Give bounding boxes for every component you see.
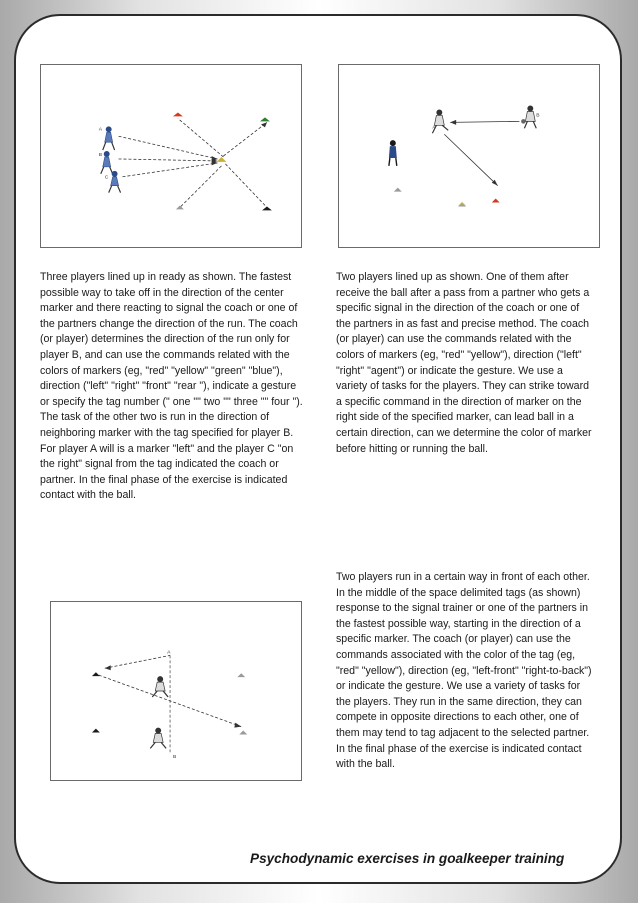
player-b-figure: [150, 728, 166, 749]
player-a-figure: [152, 676, 168, 697]
grey-marker: [176, 205, 184, 209]
diagram-three-players: [40, 64, 302, 248]
grey-marker: [394, 188, 402, 192]
arrow-to-green: [223, 122, 267, 156]
ball-icon: [521, 119, 526, 124]
grey-marker-bottom-right: [239, 731, 247, 735]
run-arrow: [444, 134, 497, 185]
player-b-figure: [524, 106, 536, 129]
diagram-three-players-svg: [41, 65, 301, 247]
black-marker-top-left: [92, 672, 100, 676]
arrow-c: [123, 163, 218, 177]
black-marker-bottom-left: [92, 729, 100, 733]
diagram-two-players-pass: [338, 64, 600, 248]
label-a: A: [98, 127, 103, 133]
label-b: B: [98, 153, 103, 158]
description-drill-2: Two players lined up as shown. One of them after receive the ball after a pass from a partner who gets a specific signal in the direction of the coach or one of the partners in as fast and precise method. The coach (or player) can use the commands related with the colors of markers (eg, "red" "yellow"), direction ("left" "right" "agent") or indicate the gesture. We use a variety of tasks for the players. They can strike toward a specific command in the direction of marker on the right side of the specified marker, can lead ball in a certain direction, can we determine the color of marker before hitting or running the ball.: [336, 271, 592, 455]
red-marker: [173, 112, 183, 116]
pass-arrow: [450, 121, 519, 122]
diagram-crossing-players-svg: [51, 602, 301, 780]
arrow-to-grey: [180, 166, 222, 208]
black-marker: [262, 206, 272, 210]
player-c-figure: [109, 171, 121, 193]
player-b-figure: [98, 151, 113, 174]
diagram-two-players-pass-svg: [339, 65, 599, 247]
arrow-to-black: [225, 164, 267, 208]
player-a-figure: [103, 126, 115, 150]
label-c: C: [104, 175, 109, 181]
label-b: B: [536, 113, 540, 119]
green-marker: [260, 117, 270, 121]
description-drill-1: Three players lined up in ready as shown. The fastest possible way to take off in the direction of the center marker and there reacting to signal the coach or one of the partners change the direction of the run. The coach (or player) determines the direction of the run only for player B, and can use the commands related with the colors of markers (eg, "red" "yellow" "green" "blue"), direction ("left" "right" "front" "rear "), indicate a gesture or specify the tag number (" one "" two "" three "" four "). The task of the other two is run in the direction of neighboring marker with the tag specified for player B. For player A will is a marker "left" and the player C "on the right" signal from the tag indicated the coach or partner. In the final phase of the exercise is indicated contact with the ball.: [40, 271, 303, 502]
description-drill-3: Two players run in a certain way in front of each other. In the middle of the space delimited tags (as shown) response to the signal trainer or one of the partners in the fastest possible way, starting in the direction of a specific marker. The coach (or player) can use the commands associated with the color of the tag (eg, "red" "yellow"), direction (eg, "left-front" "right-to-back") or indicate the gesture. We use a variety of tasks for the players. They run in the same direction, they can compete in opposite directions to each other, one of them may tend to tag adjacent to the selected partner. In the final phase of the exercise is indicated contact with the ball.: [336, 571, 592, 771]
center-yellow-marker: [217, 157, 227, 162]
label-b: B: [173, 755, 177, 761]
footer-title: Psychodynamic exercises in goalkeeper training: [250, 851, 565, 866]
arrow-to-red: [178, 118, 224, 157]
grey-marker-top-right: [237, 673, 245, 677]
arrow-to-top: [105, 655, 170, 668]
diagram-crossing-players: [50, 601, 302, 781]
label-a: A: [432, 125, 436, 131]
arrow-b: [119, 159, 218, 161]
coach-figure: [389, 140, 397, 166]
red-marker: [492, 199, 500, 203]
label-a: A: [167, 650, 171, 656]
